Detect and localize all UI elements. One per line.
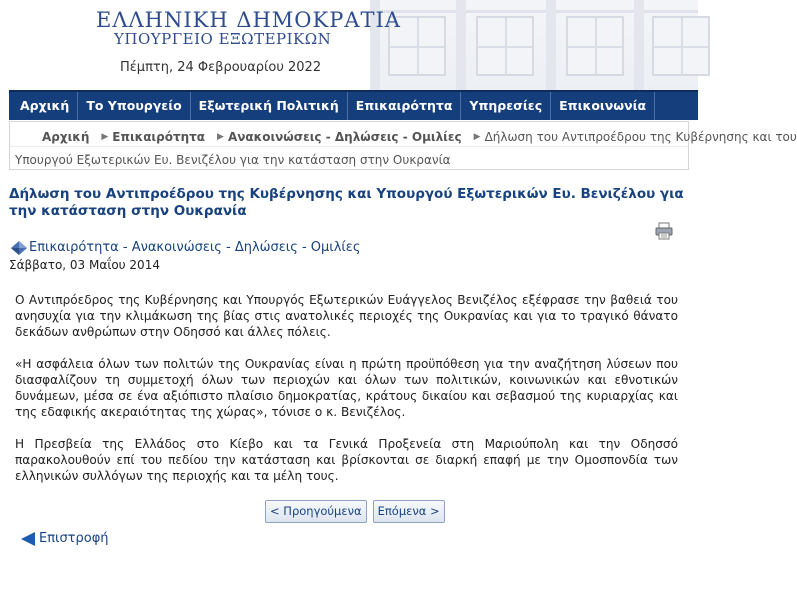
back-arrow-icon xyxy=(21,532,35,546)
back-link[interactable] xyxy=(21,531,109,546)
breadcrumb-separator-icon: ▶ xyxy=(101,132,109,142)
breadcrumb-current: Δήλωση του Αντιπροέδρου της Κυβέρνησης και του xyxy=(484,130,797,144)
nav-item-foreign-policy[interactable]: Εξωτερική Πολιτική xyxy=(191,92,348,120)
breadcrumb-separator-icon: ▶ xyxy=(217,132,224,142)
site-subtitle[interactable]: ΥΠΟΥΡΓΕΙΟ ΕΞΩΤΕΡΙΚΩΝ xyxy=(114,30,332,48)
article-date: Σάββατο, 03 Μαΐου 2014 xyxy=(9,258,160,272)
breadcrumb-current-continued: Υπουργού Εξωτερικών Ευ. Βενιζέλου για την κατάσταση στην Ουκρανία xyxy=(15,153,451,167)
page-title: Δήλωση του Αντιπροέδρου της Κυβέρνησης και Υπουργού Εξωτερικών Ευ. Βενιζέλου για την κατάσταση στην Ουκρανία xyxy=(9,186,684,219)
header-building-image xyxy=(370,0,698,90)
pager xyxy=(265,500,445,523)
article-category[interactable]: Επικαιρότητα - Ανακοινώσεις - Δηλώσεις - Ομιλίες xyxy=(29,240,361,255)
breadcrumb xyxy=(9,121,797,170)
nav-item-news[interactable]: Επικαιρότητα xyxy=(348,92,462,120)
header xyxy=(0,0,698,90)
article-category-link[interactable] xyxy=(11,240,360,255)
print-icon[interactable] xyxy=(655,222,673,240)
breadcrumb-news[interactable]: Επικαιρότητα xyxy=(112,130,206,144)
back-label[interactable]: Επιστροφή xyxy=(39,531,109,546)
article-paragraph: «Η ασφάλεια όλων των πολιτών της Ουκρανίας είναι η πρώτη προϋπόθεση για την αναζήτηση λύσεων που διασφαλίζουν τη συμμετοχή όλων των περιοχών και όλων των πολιτικών, κοινωνικών και εθνοτικών δυνάμεων, μέσα σε ένα αξιόπιστο πλαίσιο δημοκρατίας, κράτους δικαίου και σεβασμού της κυριαρχίας και της εδαφικής ακεραιότητας της χώρας», τόνισε ο κ. Βενιζέλος. xyxy=(15,357,678,419)
nav-item-home[interactable]: Αρχική xyxy=(9,92,78,120)
article-body xyxy=(15,292,678,500)
nav-item-contact[interactable]: Επικοινωνία xyxy=(551,92,655,120)
next-button[interactable]: Επόμενα > xyxy=(373,500,445,523)
current-date: Πέμπτη, 24 Φεβρουαρίου 2022 xyxy=(120,60,322,75)
category-diamond-icon xyxy=(11,241,27,255)
article-paragraph: Ο Αντιπρόεδρος της Κυβέρνησης και Υπουργός Εξωτερικών Ευάγγελος Βενιζέλος εξέφρασε την βαθειά του ανησυχία για την κλιμάκωση της βίας στις ανατολικές περιοχές της Ουκρανίας και για το τραγικό θάνατο δεκάδων ανθρώπων στην Οδησσό και άλλες πόλεις. xyxy=(15,293,678,339)
previous-button[interactable]: < Προηγούμενα xyxy=(265,500,367,523)
article-paragraph: Η Πρεσβεία της Ελλάδος στο Κίεβο και τα Γενικά Προξενεία στη Μαριούπολη και την Οδησσό παρακολουθούν επί του πεδίου την κατάσταση και βρίσκονται σε διαρκή επαφή με την Ομοσπονδία των ελληνικών συλλόγων της περιοχής και τα μέλη τους. xyxy=(15,437,678,483)
nav-item-services[interactable]: Υπηρεσίες xyxy=(461,92,551,120)
breadcrumb-announcements[interactable]: Ανακοινώσεις - Δηλώσεις - Ομιλίες xyxy=(227,130,462,144)
breadcrumb-home[interactable]: Αρχική xyxy=(42,130,90,144)
nav-item-ministry[interactable]: Το Υπουργείο xyxy=(78,92,190,120)
site-title[interactable]: ΕΛΛΗΝΙΚΗ ΔΗΜΟΚΡΑΤΙΑ xyxy=(96,8,401,32)
main-nav xyxy=(9,90,698,120)
breadcrumb-separator-icon: ▶ xyxy=(473,132,481,142)
breadcrumb-divider xyxy=(10,146,688,147)
